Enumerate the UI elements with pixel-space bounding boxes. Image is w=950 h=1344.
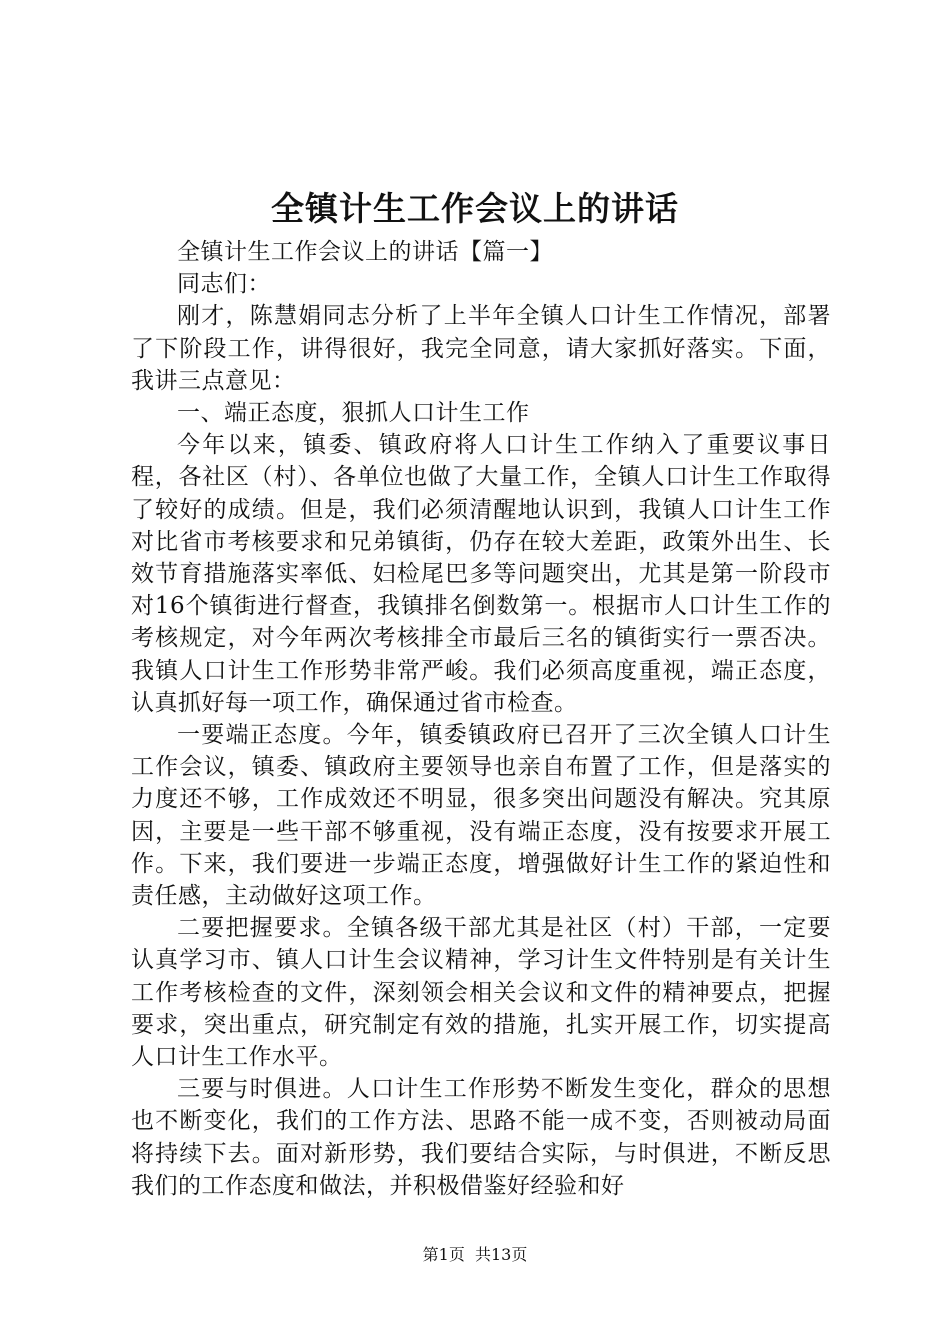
paragraph-1: 全镇计生工作会议上的讲话【篇一】 — [177, 239, 553, 265]
document-body — [131, 236, 831, 1202]
paragraph-2: 同志们： — [177, 271, 271, 298]
paragraph-7: 三要与时俱进。人口计生工作形势不断发生变化，群众的思想也不断变化，我们的工作方法、思路不能一成不变，否则被动局面将持续下去。面对新形势，我们要结合实际，与时俱进，不断反思我们的工作态度和做法，并积极借鉴好经验和好 — [131, 1076, 831, 1199]
paragraph-5: 一要端正态度。今年，镇委镇政府已召开了三次全镇人口计生工作会议，镇委、镇政府主要领导也亲自布置了工作，但是落实的力度还不够，工作成效还不明显，很多突出问题没有解决。究其原因，主要是一些干部不够重视，没有端正态度，没有按要求开展工作。下来，我们要进一步端正态度，增强做好计生工作的紧迫性和责任感，主动做好这项工作。 — [131, 722, 831, 910]
page-number: 第1页 共13页 — [422, 1245, 528, 1264]
document-title: 全镇计生工作会议上的讲话 — [271, 189, 679, 228]
section-heading-1: 一、端正态度，狠抓人口计生工作 — [177, 400, 530, 427]
paragraph-3: 刚才，陈慧娟同志分析了上半年全镇人口计生工作情况，部署了下阶段工作，讲得很好，我完全同意，请大家抓好落实。下面，我讲三点意见： — [131, 303, 831, 394]
page-footer — [0, 1244, 950, 1266]
paragraph-6: 二要把握要求。全镇各级干部尤其是社区（村）干部，一定要认真学习市、镇人口计生会议精神，学习计生文件特别是有关计生工作考核检查的文件，深刻领会相关会议和文件的精神要点，把握要求，突出重点，研究制定有效的措施，扎实开展工作，切实提高人口计生工作水平。 — [131, 915, 831, 1071]
paragraph-4: 今年以来，镇委、镇政府将人口计生工作纳入了重要议事日程，各社区（村）、各单位也做了大量工作，全镇人口计生工作取得了较好的成绩。但是，我们必须清醒地认识到，我镇人口计生工作对比省市考核要求和兄弟镇街，仍存在较大差距，政策外出生、长效节育措施落实率低、妇检尾巴多等问题突出，尤其是第一阶段市对16个镇街进行督查，我镇排名倒数第一。根据市人口计生工作的考核规定，对今年两次考核排全市最后三名的镇街实行一票否决。我镇人口计生工作形势非常严峻。我们必须高度重视，端正态度，认真抓好每一项工作，确保通过省市检查。 — [131, 432, 831, 716]
